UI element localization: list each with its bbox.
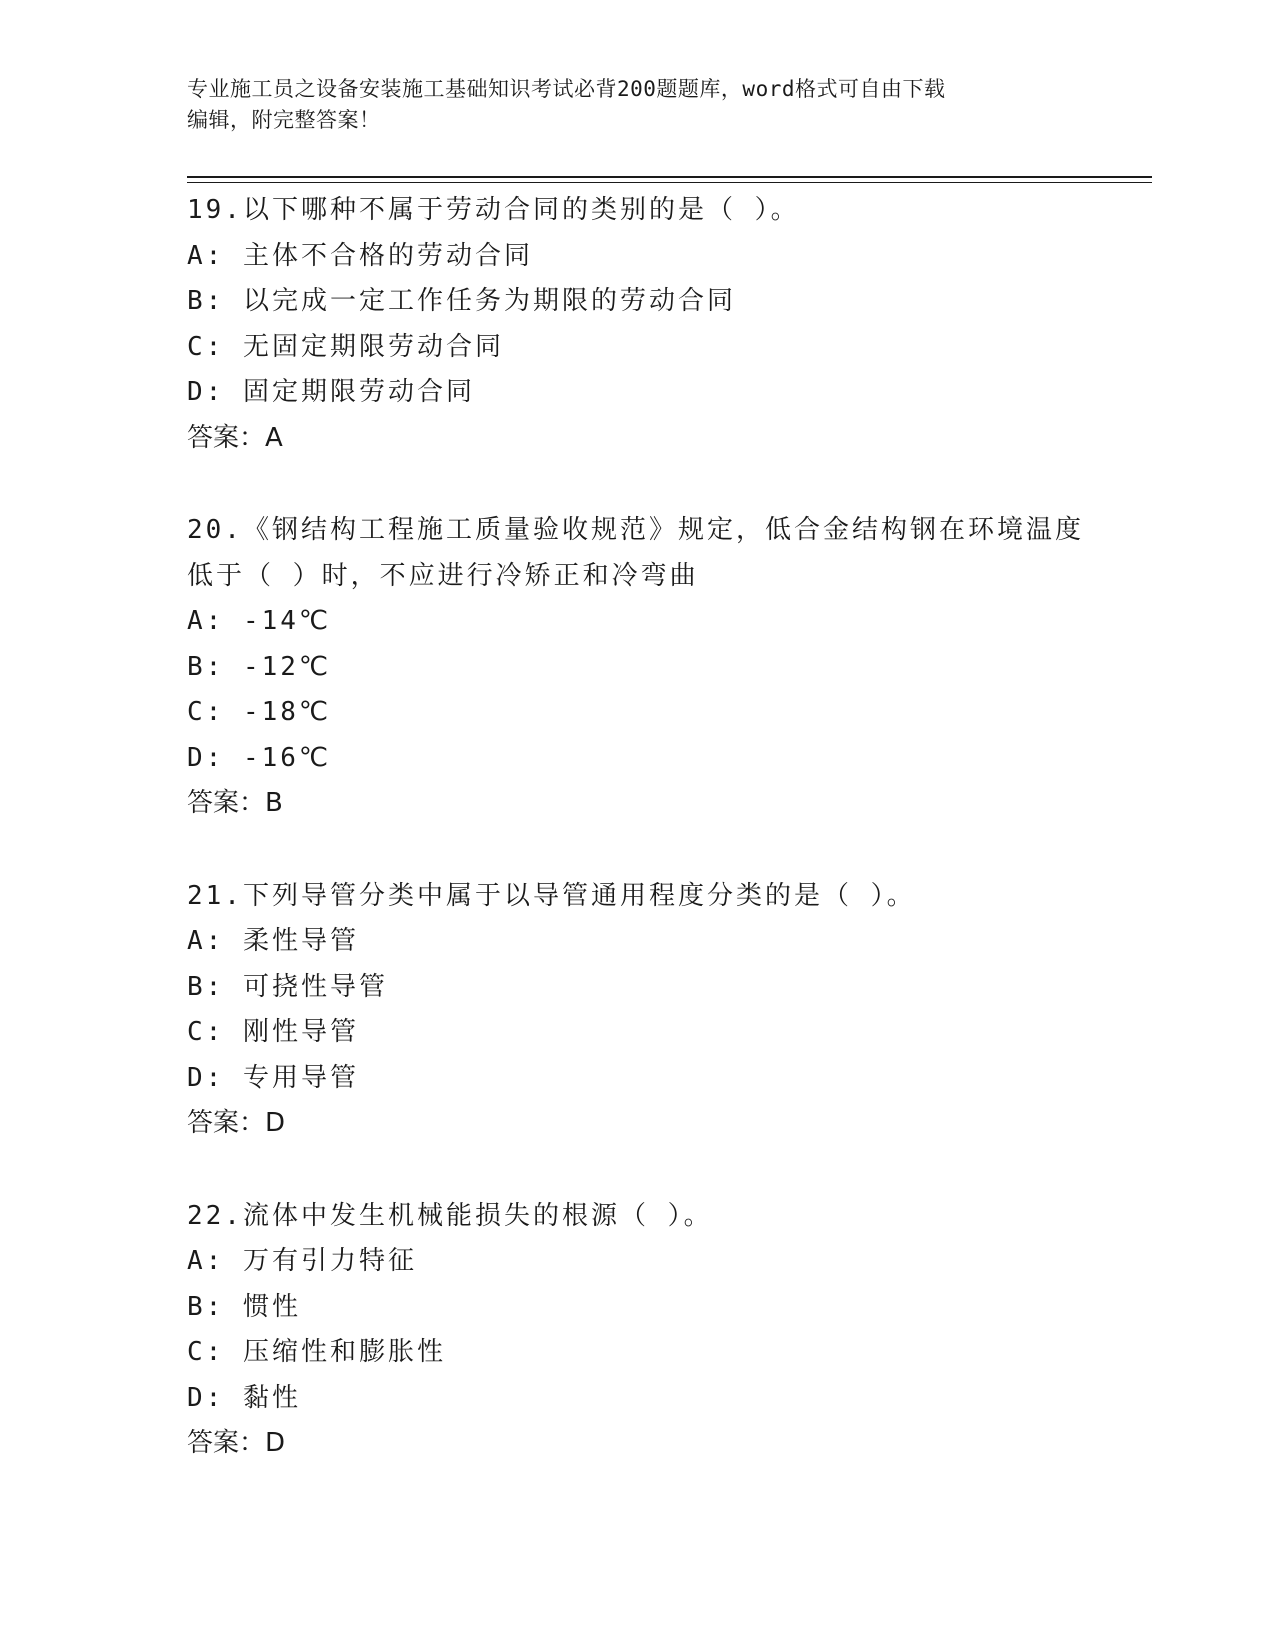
answer-label: 答案：D bbox=[187, 1428, 286, 1458]
option-c: C: 压缩性和膨胀性 bbox=[187, 1337, 446, 1367]
question-text: 21.下列导管分类中属于以导管通用程度分类的是（ ）。 bbox=[187, 880, 916, 911]
header-title-line-1: 专业施工员之设备安装施工基础知识考试必背200题题库，word格式可自由下载 bbox=[187, 77, 946, 101]
option-b: B: 惯性 bbox=[187, 1291, 301, 1322]
option-b: B: 以完成一定工作任务为期限的劳动合同 bbox=[187, 286, 736, 316]
option-b: B: -12℃ bbox=[187, 651, 332, 682]
option-c: C: -18℃ bbox=[187, 697, 332, 727]
question-text-continued: 低于（ ）时，不应进行冷矫正和冷弯曲 bbox=[187, 560, 699, 591]
question-21 bbox=[187, 874, 1087, 1147]
question-text: 20.《钢结构工程施工质量验收规范》规定，低合金结构钢在环境温度 bbox=[187, 515, 1084, 545]
option-a: A: 主体不合格的劳动合同 bbox=[187, 240, 533, 271]
answer-label: 答案：D bbox=[187, 1108, 286, 1138]
option-a: A: -14℃ bbox=[187, 606, 332, 636]
question-19 bbox=[187, 188, 1087, 461]
document-header bbox=[187, 74, 1067, 136]
question-22 bbox=[187, 1194, 1087, 1467]
question-list bbox=[187, 188, 1087, 1514]
header-divider-thin bbox=[187, 182, 1152, 183]
question-text: 22.流体中发生机械能损失的根源（ ）。 bbox=[187, 1200, 713, 1231]
option-c: C: 刚性导管 bbox=[187, 1017, 359, 1047]
option-d: D: 黏性 bbox=[187, 1382, 301, 1413]
header-divider-thick bbox=[187, 176, 1152, 178]
question-text: 19.以下哪种不属于劳动合同的类别的是（ ）。 bbox=[187, 195, 800, 225]
option-a: A: 柔性导管 bbox=[187, 926, 359, 956]
option-d: D: -16℃ bbox=[187, 742, 332, 773]
header-title-line-2: 编辑，附完整答案！ bbox=[187, 108, 381, 132]
question-20 bbox=[187, 508, 1087, 827]
option-c: C: 无固定期限劳动合同 bbox=[187, 331, 504, 362]
option-d: D: 固定期限劳动合同 bbox=[187, 377, 475, 407]
answer-label: 答案：A bbox=[187, 422, 283, 453]
option-d: D: 专用导管 bbox=[187, 1062, 359, 1093]
option-a: A: 万有引力特征 bbox=[187, 1246, 417, 1276]
option-b: B: 可挠性导管 bbox=[187, 971, 388, 1002]
answer-label: 答案：B bbox=[187, 788, 283, 818]
